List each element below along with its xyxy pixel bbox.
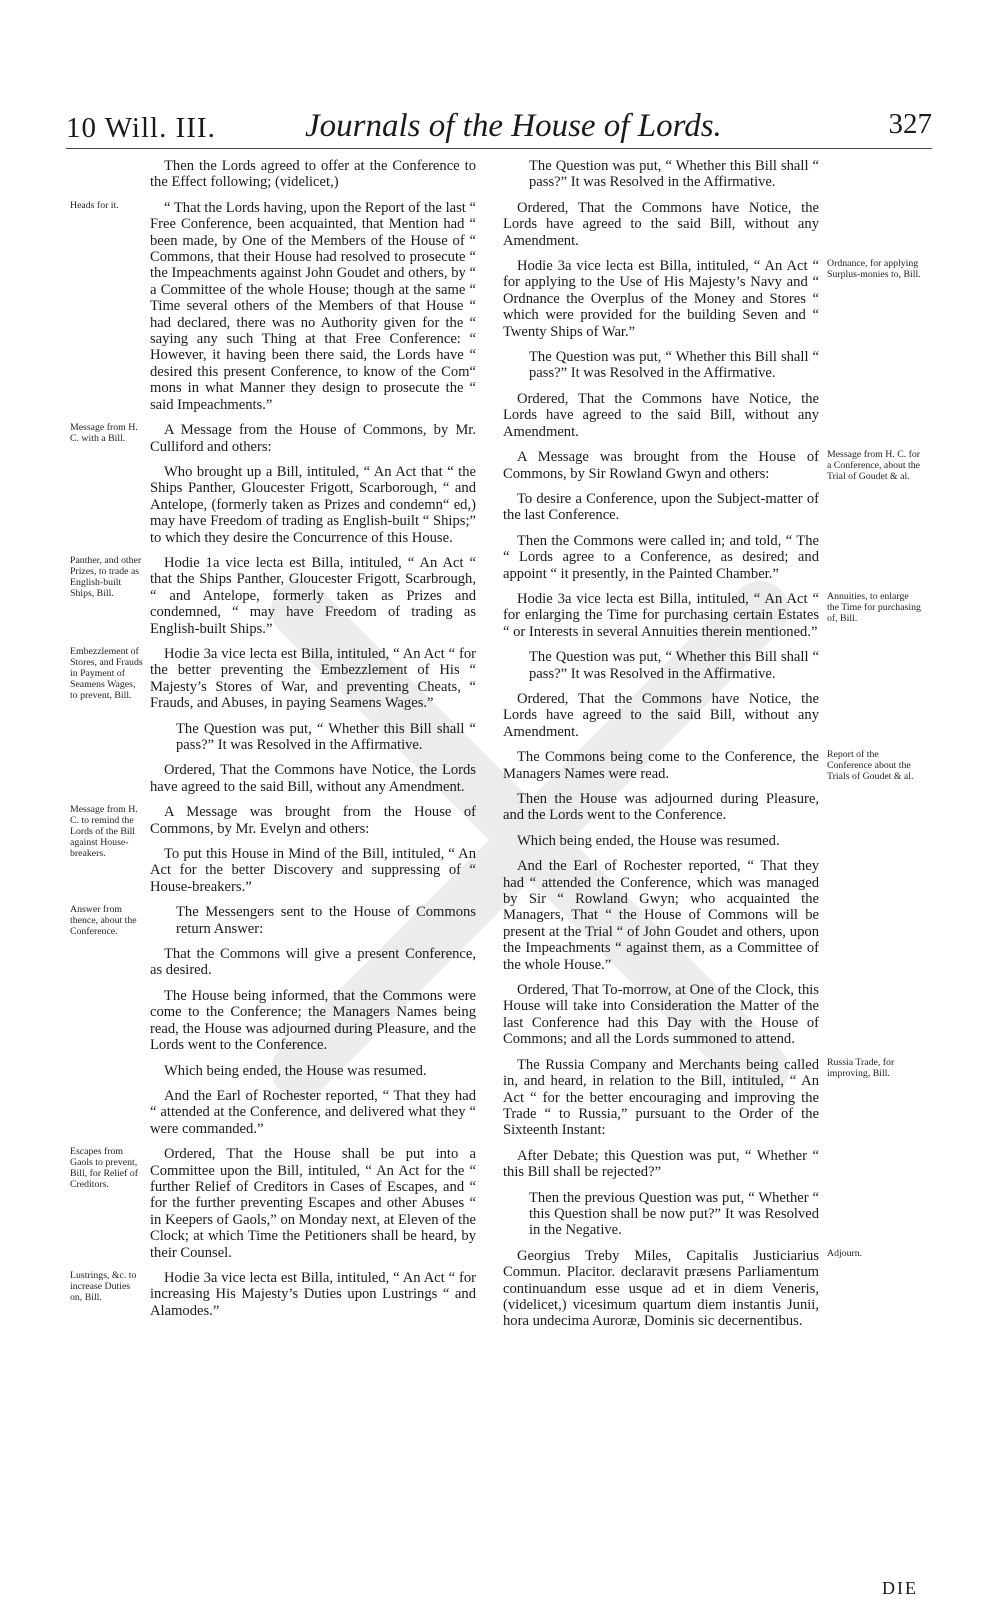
entry-paragraph: “ That the Lords having, upon the Report of the last “ Free Conference, been acquainted, that Mention had “ been made, by One of the Members of the House of “ Commons, that their House had resolved to prosecute “ the Impeachments against John Goudet and others, by “ a Committee of the whole House; though at the same “ Time several others of the Members of that House “ had declared, there was no Authority given for the “ saying any such Thing at that Free Conference: “ However, it having been there said, the Lords have “ desired this present Conference, to know of the Com“ mons in what Manner they design to prosecute the “ said Impeachments.” bbox=[150, 199, 476, 413]
entry-paragraph: That the Commons will give a present Conference, as desired. bbox=[150, 946, 476, 979]
entry-block bbox=[70, 422, 476, 546]
margin-note: Embezzlement of Stores, and Frauds in Payment of Seamens Wages, to prevent, Bill. bbox=[70, 645, 143, 701]
entry-paragraph: The Commons being come to the Conference, the Managers Names were read. bbox=[503, 749, 819, 782]
margin-note: Lustrings, &c. to increase Duties on, Bill. bbox=[70, 1269, 137, 1303]
margin-note: Escapes from Gaols to prevent, Bill, for Relief of Creditors. bbox=[70, 1146, 139, 1191]
reign-header: 10 Will. III. bbox=[66, 112, 216, 144]
entry-paragraph: Hodie 3a vice lecta est Billa, intituled, “ An Act “ for enlarging the Time for purchasing certain Estates “ or Interests in several Annuities therein mentioned.” bbox=[503, 590, 819, 640]
entry-paragraph: Ordered, That the Commons have Notice, the Lords have agreed to the said Bill, without any Amendment. bbox=[503, 690, 819, 740]
margin-note: Adjourn. bbox=[827, 1247, 863, 1259]
entry-paragraph: Then the Commons were called in; and told, “ The “ Lords agree to a Conference, as desired; and appoint “ it presently, in the Painted Chamber.” bbox=[503, 532, 819, 582]
margin-note: Russia Trade, for improving, Bill. bbox=[827, 1056, 895, 1079]
column-right bbox=[503, 158, 921, 1339]
entry-paragraph: Georgius Treby Miles, Capitalis Justiciarius Commun. Placitor. declaravit præsens Parliamentum continuandum esse usque ad et in diem Veneris, (videlicet,) vicesimum quartum diem instantis Junii, hora undecima Auroræ, Dominis sic decernentibus. bbox=[503, 1247, 819, 1330]
entry-paragraph: And the Earl of Rochester reported, “ That they had “ attended the Conference, which was managed by Sir “ Rowland Gwyn; who acquainted the Managers, That “ the House of Commons will be present at the Trial “ of John Goudet and others, upon the Impeachments “ against them, as a Committee of the whole House.” bbox=[503, 858, 819, 973]
margin-note: Report of the Conference about the Trials of Goudet & al. bbox=[827, 749, 914, 783]
margin-note: Heads for it. bbox=[70, 199, 119, 211]
page-number: 327 bbox=[888, 108, 932, 140]
entry-block bbox=[70, 1269, 476, 1319]
entry-paragraph: Then the previous Question was put, “ Whether “ this Question shall be now put?” It was Resolved in the Negative. bbox=[529, 1189, 819, 1239]
entry-paragraph: After Debate; this Question was put, “ Whether “ this Bill shall be rejected?” bbox=[503, 1147, 819, 1181]
margin-note: Answer from thence, about the Conference. bbox=[70, 904, 137, 938]
entry-paragraph: The Question was put, “ Whether this Bill shall “ pass?” It was Resolved in the Affirmative. bbox=[529, 349, 819, 382]
entry-block bbox=[70, 554, 476, 637]
margin-note: Annuities, to enlarge the Time for purchasing of, Bill. bbox=[827, 590, 921, 624]
entry-paragraph: Ordered, That the Commons have Notice, the Lords have agreed to the said Bill, without any Amendment. bbox=[503, 199, 819, 249]
column-left bbox=[70, 158, 476, 1328]
entry-paragraph: Hodie 1a vice lecta est Billa, intituled, “ An Act “ that the Ships Panther, Gloucester Frigott, Scarbrough, “ and Antelope, formerly taken as Prizes and condemned, “ may have Freedom of trading as English-built Ships.” bbox=[150, 554, 476, 637]
entry-block bbox=[70, 199, 476, 413]
entry-block bbox=[70, 1146, 476, 1261]
entry-paragraph: The Question was put, “ Whether this Bill shall “ pass?” It was Resolved in the Affirmative. bbox=[529, 649, 819, 682]
entry-paragraph: To put this House in Mind of the Bill, intituled, “ An Act for the better Discovery and suppressing of “ House-breakers.” bbox=[150, 846, 476, 895]
entry-paragraph: A Message was brought from the House of Commons, by Sir Rowland Gwyn and others: bbox=[503, 449, 819, 482]
entry-paragraph: The House being informed, that the Commons were come to the Conference; the Managers Names being read, the House was adjourned during Pleasure, and the Lords went to the Conference. bbox=[150, 987, 476, 1054]
entry-block bbox=[503, 258, 921, 440]
entry-paragraph: Then the House was adjourned during Pleasure, and the Lords went to the Conference. bbox=[503, 791, 819, 824]
entry-paragraph: Hodie 3a vice lecta est Billa, intituled, “ An Act “ for increasing His Majesty’s Duties upon Lustrings “ and Alamodes.” bbox=[150, 1269, 476, 1319]
margin-note: Message from H. C. for a Conference, about the Trial of Goudet & al. bbox=[827, 449, 921, 483]
entry-block bbox=[70, 804, 476, 895]
entry-paragraph: Hodie 3a vice lecta est Billa, intituled, “ An Act “ for the better preventing the Embezzlement of His “ Majesty’s Stores of War, and preventing Cheats, “ Frauds, and Abuses, in paying Seamens Wages.” bbox=[150, 645, 476, 712]
margin-note: Message from H. C. with a Bill. bbox=[70, 422, 138, 445]
entry-paragraph: To desire a Conference, upon the Subject-matter of the last Conference. bbox=[503, 490, 819, 524]
entry-block bbox=[150, 158, 476, 191]
entry-block bbox=[70, 904, 476, 1137]
entry-paragraph: A Message was brought from the House of Commons, by Mr. Evelyn and others: bbox=[150, 804, 476, 837]
entry-paragraph: The Messengers sent to the House of Commons return Answer: bbox=[176, 904, 476, 937]
catchword: DIE bbox=[882, 1578, 918, 1598]
entry-paragraph: Which being ended, the House was resumed. bbox=[517, 832, 780, 849]
entry-block bbox=[503, 158, 819, 249]
margin-note: Message from H. C. to remind the Lords of the Bill against House-breakers. bbox=[70, 804, 138, 860]
margin-note: Panther, and other Prizes, to trade as English-built Ships, Bill. bbox=[70, 554, 142, 599]
entry-paragraph: Ordered, That the House shall be put into a Committee upon the Bill, intituled, “ An Act for the “ further Relief of Creditors in Cases of Escapes, and “ for the further preventing Escapes and other Abuses “ in Keepers of Gaols,” on Monday next, at Eleven of the Clock; at which Time the Petitioners shall be heard, by their Counsel. bbox=[150, 1146, 476, 1261]
entry-paragraph: Then the Lords agreed to offer at the Conference to the Effect following; (videlicet,) bbox=[150, 158, 476, 191]
entry-paragraph: And the Earl of Rochester reported, “ That they had “ attended at the Conference, and delivered what they “ were commanded.” bbox=[150, 1087, 476, 1137]
entry-block bbox=[503, 1056, 895, 1239]
entry-block bbox=[503, 590, 921, 740]
entry-paragraph: The Question was put, “ Whether this Bill shall “ pass?” It was Resolved in the Affirmative. bbox=[529, 158, 819, 191]
entry-paragraph: The Russia Company and Merchants being called in, and heard, in relation to the Bill, intituled, “ An Act “ for the better encouraging and improving the Trade “ to Russia,” pursuant to the Order of the Sixteenth Instant: bbox=[503, 1056, 819, 1139]
margin-note: Ordnance, for applying Surplus-monies to, Bill. bbox=[827, 258, 921, 281]
entry-block bbox=[503, 1247, 863, 1330]
entry-paragraph: Ordered, That the Commons have Notice, the Lords have agreed to the said Bill, without any Amendment. bbox=[150, 762, 476, 795]
entry-paragraph: Hodie 3a vice lecta est Billa, intituled, “ An Act “ for applying to the Use of His Majesty’s Navy and “ Ordnance the Overplus of the Money and Stores “ which were provided for the building Seven and “ Twenty Ships of War.” bbox=[503, 258, 819, 340]
entry-paragraph: Ordered, That the Commons have Notice, the Lords have agreed to the said Bill, without any Amendment. bbox=[503, 390, 819, 440]
entry-block bbox=[503, 749, 914, 1048]
entry-paragraph: Who brought up a Bill, intituled, “ An Act that “ the Ships Panther, Gloucester Frigott, Scarborough, “ and Antelope, (formerly taken as Prizes and condemn“ ed,) may have Freedom of trading as English-built “ Ships;” to which they desire the Concurrence of this House. bbox=[150, 463, 476, 546]
header-rule bbox=[66, 148, 932, 149]
entry-paragraph: A Message from the House of Commons, by Mr. Culliford and others: bbox=[150, 422, 476, 455]
entry-block bbox=[70, 645, 476, 795]
page-title: Journals of the House of Lords. bbox=[305, 108, 722, 144]
entry-paragraph: The Question was put, “ Whether this Bill shall “ pass?” It was Resolved in the Affirmative. bbox=[176, 720, 476, 753]
entry-paragraph: Ordered, That To-morrow, at One of the Clock, this House will take into Consideration the Matter of the last Conference had this Day with the House of Commons; and all the Lords summoned to attend. bbox=[503, 982, 819, 1048]
entry-paragraph: Which being ended, the House was resumed. bbox=[164, 1062, 427, 1079]
entry-block bbox=[503, 449, 921, 582]
